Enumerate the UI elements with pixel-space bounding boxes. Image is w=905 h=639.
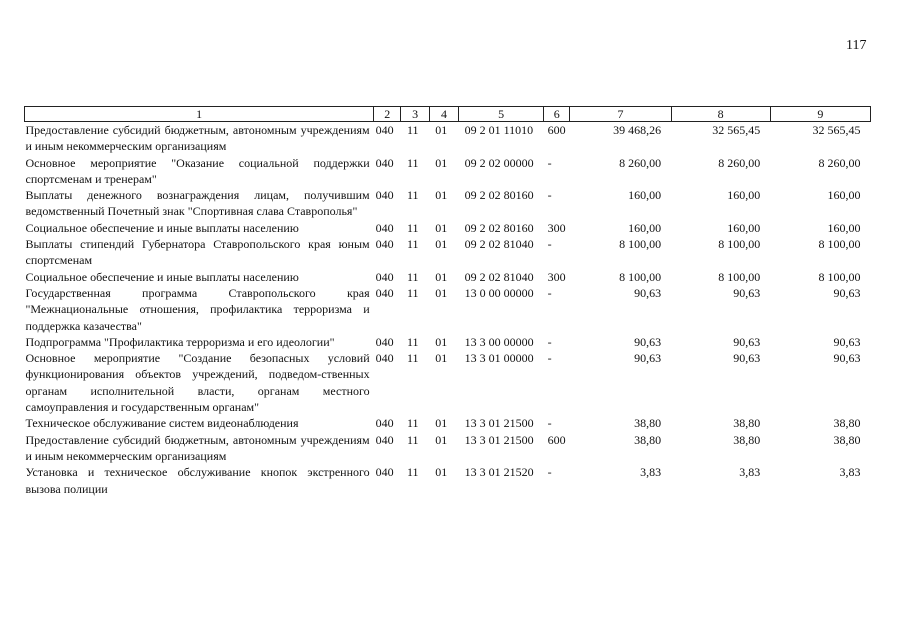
- ministry-code-cell: 040: [375, 334, 394, 349]
- subsection-cell: 01: [435, 123, 448, 137]
- table-row: [25, 334, 871, 350]
- ministry-code-cell: 040: [375, 237, 394, 252]
- amount-cell: 90,63: [634, 334, 662, 349]
- section-cell: 11: [406, 155, 419, 170]
- table-header-row: [25, 107, 871, 122]
- amount-cell: 90,63: [833, 285, 861, 300]
- target-article-cell: 09 2 02 80160: [464, 220, 534, 235]
- amount-cell: 90,63: [833, 334, 861, 349]
- amount-cell: 38,80: [833, 432, 861, 447]
- table-row: [25, 285, 871, 334]
- target-article-cell: 13 3 01 21520: [464, 465, 534, 480]
- section-cell: 11: [406, 416, 419, 431]
- section-cell: 11: [406, 334, 419, 349]
- table-row: [25, 464, 871, 497]
- subsection-cell: 01: [435, 155, 448, 170]
- amount-cell: 90,63: [733, 285, 761, 300]
- row-name-cell: Выплаты денежного вознаграждения лицам, получившим ведомственный Почетный знак "Спортивная слава Ставрополья": [25, 188, 370, 219]
- amount-cell: 8 100,00: [718, 237, 761, 252]
- amount-cell: 90,63: [833, 351, 861, 366]
- row-name-cell: Государственная программа Ставропольского края "Межнациональные отношения, профилактика терроризма и поддержка казачества": [25, 285, 370, 333]
- table-row: [25, 187, 871, 220]
- row-name-cell: Предоставление субсидий бюджетным, автономным учреждениям и иным некоммерческим организациям: [25, 432, 370, 463]
- expense-type-cell: -: [547, 351, 552, 366]
- row-name-cell: Социальное обеспечение и иные выплаты населению: [25, 269, 299, 284]
- expense-type-cell: 600: [547, 123, 566, 137]
- target-article-cell: 09 2 02 81040: [464, 269, 534, 284]
- table-row: [25, 350, 871, 415]
- ministry-code-cell: 040: [375, 285, 394, 300]
- target-article-cell: 09 2 02 81040: [464, 237, 534, 252]
- section-cell: 11: [406, 269, 419, 284]
- table-row: [25, 269, 871, 285]
- section-cell: 11: [406, 351, 419, 366]
- amount-cell: 160,00: [827, 188, 861, 203]
- table-row: [25, 415, 871, 431]
- section-cell: 11: [406, 285, 419, 300]
- target-article-cell: 13 3 01 00000: [464, 351, 534, 366]
- expense-type-cell: -: [547, 155, 552, 170]
- amount-cell: 8 260,00: [619, 155, 662, 170]
- amount-cell: 3,83: [839, 465, 861, 480]
- table-row: [25, 220, 871, 236]
- expense-type-cell: -: [547, 416, 552, 431]
- target-article-cell: 13 3 01 21500: [464, 432, 534, 447]
- ministry-code-cell: 040: [375, 465, 394, 480]
- target-article-cell: 09 2 01 11010: [464, 123, 534, 137]
- amount-cell: 8 100,00: [818, 269, 861, 284]
- column-header: 2: [374, 107, 401, 122]
- row-name-cell: Предоставление субсидий бюджетным, автономным учреждениям и иным некоммерческим организациям: [25, 123, 370, 154]
- amount-cell: 38,80: [733, 432, 761, 447]
- row-name-cell: Установка и техническое обслуживание кнопок экстренного вызова полиции: [25, 465, 370, 496]
- amount-cell: 3,83: [640, 465, 662, 480]
- amount-cell: 32 565,45: [712, 123, 761, 137]
- amount-cell: 8 100,00: [619, 237, 662, 252]
- ministry-code-cell: 040: [375, 188, 394, 203]
- ministry-code-cell: 040: [375, 416, 394, 431]
- target-article-cell: 13 0 00 00000: [464, 285, 534, 300]
- amount-cell: 39 468,26: [613, 123, 662, 137]
- subsection-cell: 01: [435, 351, 448, 366]
- section-cell: 11: [406, 188, 419, 203]
- section-cell: 11: [406, 237, 419, 252]
- amount-cell: 160,00: [628, 220, 662, 235]
- amount-cell: 32 565,45: [812, 123, 861, 137]
- section-cell: 11: [406, 123, 419, 137]
- ministry-code-cell: 040: [375, 220, 394, 235]
- expense-type-cell: -: [547, 334, 552, 349]
- ministry-code-cell: 040: [375, 269, 394, 284]
- row-name-cell: Подпрограмма "Профилактика терроризма и его идеологии": [25, 334, 335, 349]
- amount-cell: 38,80: [634, 432, 662, 447]
- budget-table: [24, 106, 871, 497]
- column-header: 4: [429, 107, 458, 122]
- section-cell: 11: [406, 220, 419, 235]
- amount-cell: 8 100,00: [818, 237, 861, 252]
- row-name-cell: Техническое обслуживание систем видеонаблюдения: [25, 416, 299, 431]
- amount-cell: 38,80: [634, 416, 662, 431]
- row-name-cell: Социальное обеспечение и иные выплаты населению: [25, 220, 299, 235]
- expense-type-cell: -: [547, 465, 552, 480]
- amount-cell: 38,80: [833, 416, 861, 431]
- section-cell: 11: [406, 465, 419, 480]
- column-header: 6: [544, 107, 570, 122]
- table-row: [25, 155, 871, 188]
- amount-cell: 160,00: [727, 188, 761, 203]
- subsection-cell: 01: [435, 285, 448, 300]
- amount-cell: 160,00: [727, 220, 761, 235]
- expense-type-cell: 300: [547, 220, 566, 235]
- column-header: 9: [770, 107, 870, 122]
- expense-type-cell: -: [547, 237, 552, 252]
- expense-type-cell: -: [547, 285, 552, 300]
- ministry-code-cell: 040: [375, 351, 394, 366]
- subsection-cell: 01: [435, 220, 448, 235]
- table-row: [25, 122, 871, 155]
- row-name-cell: Основное мероприятие "Создание безопасных условий функционирования объектов учреждений, подведом-ственных органам исполнительной власти, органам местного самоуправления и государственным органам": [25, 351, 370, 415]
- ministry-code-cell: 040: [375, 155, 394, 170]
- amount-cell: 160,00: [827, 220, 861, 235]
- expense-type-cell: -: [547, 188, 552, 203]
- subsection-cell: 01: [435, 269, 448, 284]
- column-header: 1: [25, 107, 374, 122]
- subsection-cell: 01: [435, 416, 448, 431]
- column-header: 8: [671, 107, 770, 122]
- amount-cell: 160,00: [628, 188, 662, 203]
- amount-cell: 90,63: [733, 334, 761, 349]
- amount-cell: 90,63: [634, 351, 662, 366]
- row-name-cell: Выплаты стипендий Губернатора Ставропольского края юным спортсменам: [25, 237, 370, 268]
- ministry-code-cell: 040: [375, 432, 394, 447]
- target-article-cell: 13 3 01 21500: [464, 416, 534, 431]
- table-row: [25, 432, 871, 465]
- target-article-cell: 09 2 02 00000: [464, 155, 534, 170]
- row-name-cell: Основное мероприятие "Оказание социальной поддержки спортсменам и тренерам": [25, 155, 370, 186]
- page-number: 117: [846, 38, 867, 53]
- amount-cell: 90,63: [634, 285, 662, 300]
- target-article-cell: 13 3 00 00000: [464, 334, 534, 349]
- subsection-cell: 01: [435, 237, 448, 252]
- ministry-code-cell: 040: [375, 123, 394, 137]
- table-row: [25, 236, 871, 269]
- expense-type-cell: 600: [547, 432, 566, 447]
- amount-cell: 8 260,00: [718, 155, 761, 170]
- amount-cell: 3,83: [739, 465, 761, 480]
- amount-cell: 8 260,00: [818, 155, 861, 170]
- column-header: 3: [401, 107, 429, 122]
- column-header: 7: [570, 107, 671, 122]
- amount-cell: 90,63: [733, 351, 761, 366]
- subsection-cell: 01: [435, 188, 448, 203]
- expense-type-cell: 300: [547, 269, 566, 284]
- subsection-cell: 01: [435, 465, 448, 480]
- amount-cell: 8 100,00: [718, 269, 761, 284]
- subsection-cell: 01: [435, 334, 448, 349]
- column-header: 5: [459, 107, 544, 122]
- target-article-cell: 09 2 02 80160: [464, 188, 534, 203]
- subsection-cell: 01: [435, 432, 448, 447]
- amount-cell: 38,80: [733, 416, 761, 431]
- amount-cell: 8 100,00: [619, 269, 662, 284]
- section-cell: 11: [406, 432, 419, 447]
